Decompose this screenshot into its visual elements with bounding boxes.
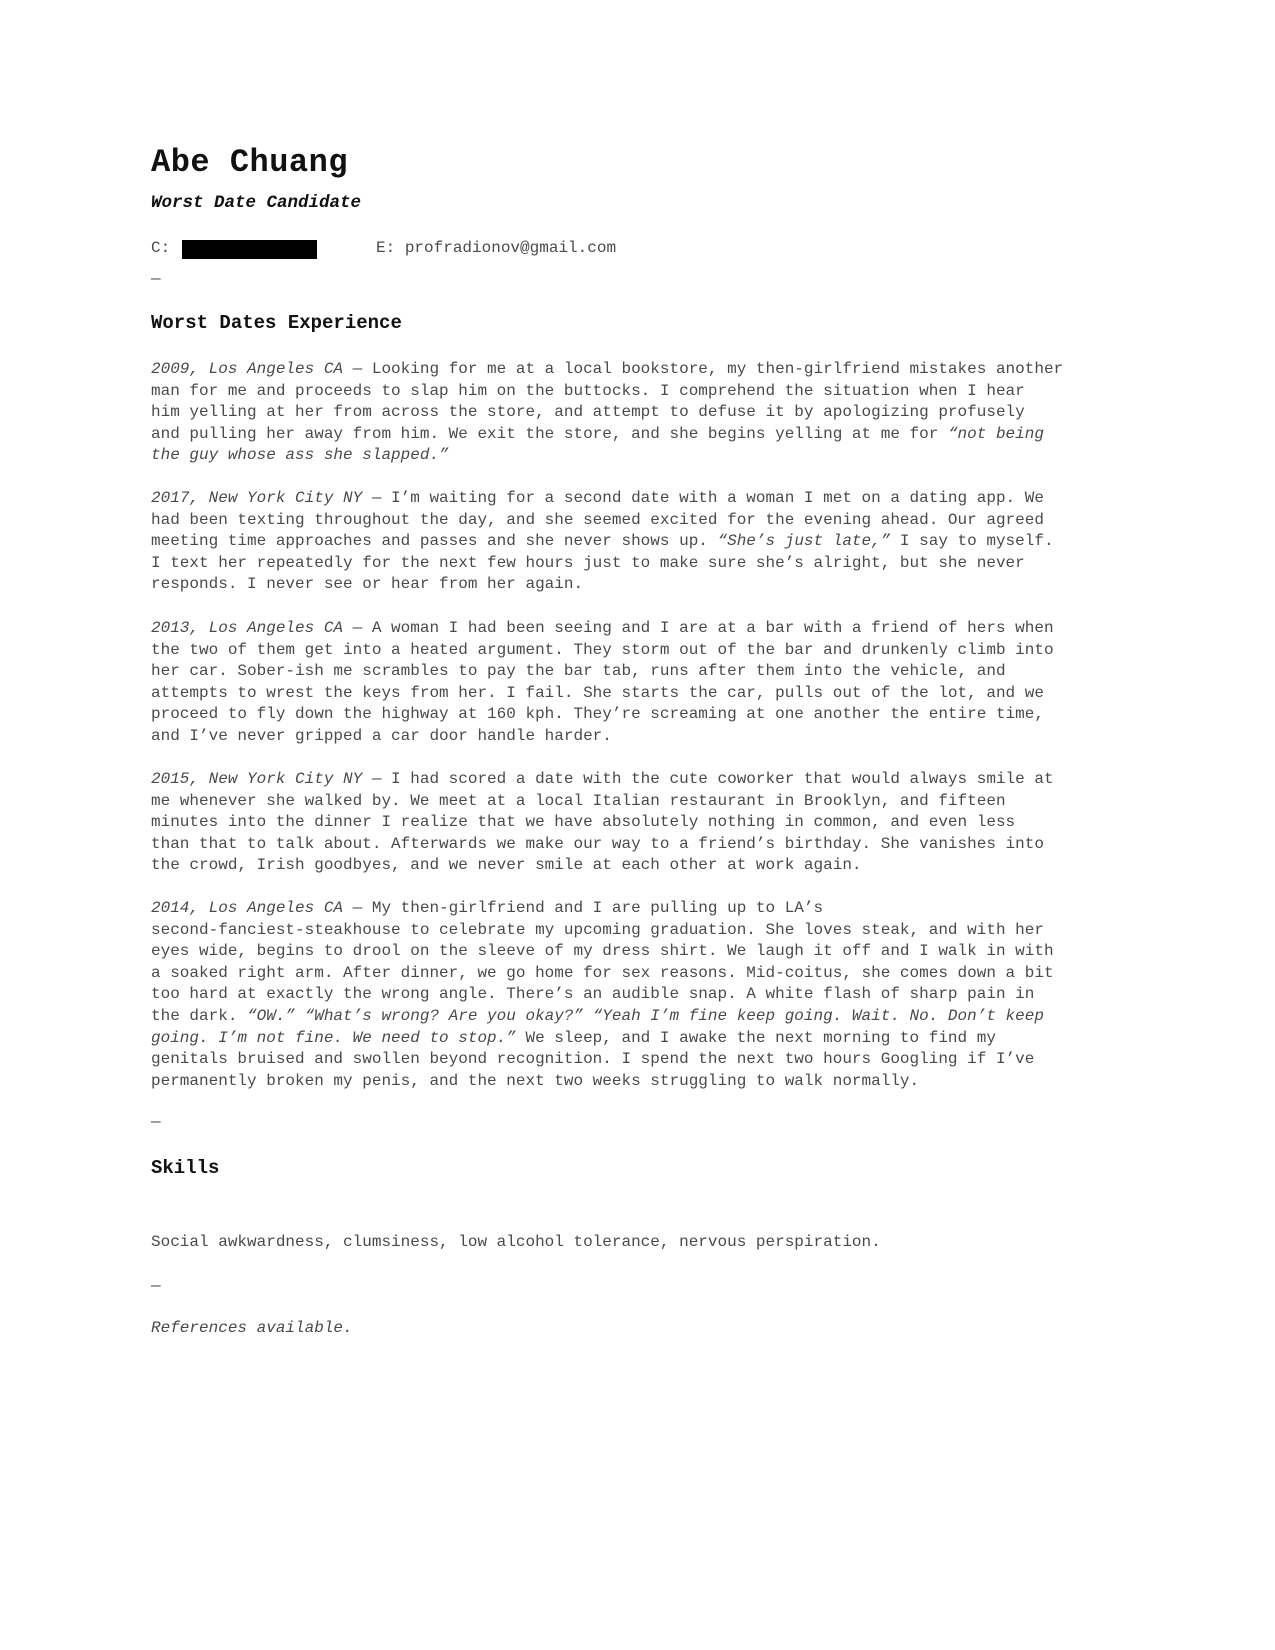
- entry-context: 2014, Los Angeles CA: [151, 899, 344, 917]
- skills-text: Social awkwardness, clumsiness, low alcohol tolerance, nervous perspiration.: [151, 1233, 881, 1251]
- skills-heading: Skills: [151, 1157, 220, 1179]
- entry-quote: “She’s just late,”: [717, 532, 891, 551]
- entry-text: — Looking for me at a local bookstore, my then-girlfriend mistakes another man for me and proceeds to slap him on the buttocks. I comprehend the situation when I hear him yelling at her from across the store, and attempt to defuse it by apologizing profusely and pulling her away from him. We exit the store, and she begins yelling at me for: [151, 360, 1064, 443]
- experience-entry: [151, 488, 1131, 596]
- candidate-name: Abe Chuang: [151, 144, 349, 181]
- candidate-title: Worst Date Candidate: [151, 193, 362, 213]
- experience-entry: [151, 359, 1131, 467]
- experience-heading: Worst Dates Experience: [151, 312, 402, 334]
- entry-text: — I’m waiting for a second date with a woman I met on a dating app. We had been texting throughout the day, and she seemed excited for the evening ahead. Our agreed meeting time approaches and passes and she never shows up.: [151, 489, 1044, 551]
- redacted-phone-bar: [182, 240, 317, 259]
- entry-quote: “not being the guy whose ass she slapped.”: [151, 424, 1044, 465]
- cell-label: C:: [151, 239, 171, 257]
- section-divider: —: [151, 270, 161, 288]
- email-line: [376, 239, 616, 257]
- entry-context: 2013, Los Angeles CA: [151, 619, 344, 637]
- experience-entry: [151, 898, 1131, 1092]
- section-divider: —: [151, 1113, 161, 1131]
- entry-text: — A woman I had been seeing and I are at a bar with a friend of hers when the two of them get into a heated argument. They storm out of the bar and drunkenly climb into her car. Sober-ish me scrambles to pay the bar tab, runs after them into the vehicle, and attempts to wrest the keys from her. I fail. She starts the car, pulls out of the lot, and we proceed to fly down the highway at 160 kph. They’re screaming at one another the entire time, and I’ve never gripped a car door handle harder.: [151, 619, 1054, 745]
- entry-context: 2017, New York City NY: [151, 489, 363, 507]
- entry-context: 2009, Los Angeles CA: [151, 360, 344, 378]
- email-label: E:: [376, 239, 396, 257]
- email-address: profradionov@gmail.com: [404, 239, 617, 257]
- entry-text: — My then-girlfriend and I are pulling up to LA’s second-fanciest-steakhouse to celebrate my upcoming graduation. She loves steak, and with her eyes wide, begins to drool on the sleeve of my dress shirt. We laugh it off and I walk in with a soaked right arm. After dinner, we go home for sex reasons. Mid-coitus, she comes down a bit too hard at exactly the wrong angle. There’s an audible snap. A white flash of sharp pain in the dark.: [151, 899, 1054, 1025]
- references-note: References available.: [151, 1319, 353, 1337]
- experience-entry: [151, 618, 1131, 748]
- section-divider: —: [151, 1277, 161, 1295]
- entry-text-continued: We sleep, and I awake the next morning to find my genitals bruised and swollen beyond recognition. I spend the next two hours Googling if I’ve permanently broken my penis, and the next two weeks struggling to walk normally.: [151, 1028, 1035, 1090]
- entry-text-continued: I say to myself. I text her repeatedly for the next few hours just to make sure she’s alright, but she never responds. I never see or hear from her again.: [151, 532, 1054, 594]
- entry-context: 2015, New York City NY: [151, 770, 363, 788]
- experience-entry: [151, 769, 1131, 877]
- entry-text: — I had scored a date with the cute coworker that would always smile at me whenever she walked by. We meet at a local Italian restaurant in Brooklyn, and fifteen minutes into the dinner I realize that we have absolutely nothing in common, and even less than that to talk about. Afterwards we make our way to a friend’s birthday. She vanishes into the crowd, Irish goodbyes, and we never smile at each other at work again.: [151, 770, 1054, 875]
- contact-line: [151, 239, 1141, 261]
- entry-quote: “OW.” “What’s wrong? Are you okay?” “Yeah I’m fine keep going. Wait. No. Don’t keep going. I’m not fine. We need to stop.”: [151, 1006, 1044, 1047]
